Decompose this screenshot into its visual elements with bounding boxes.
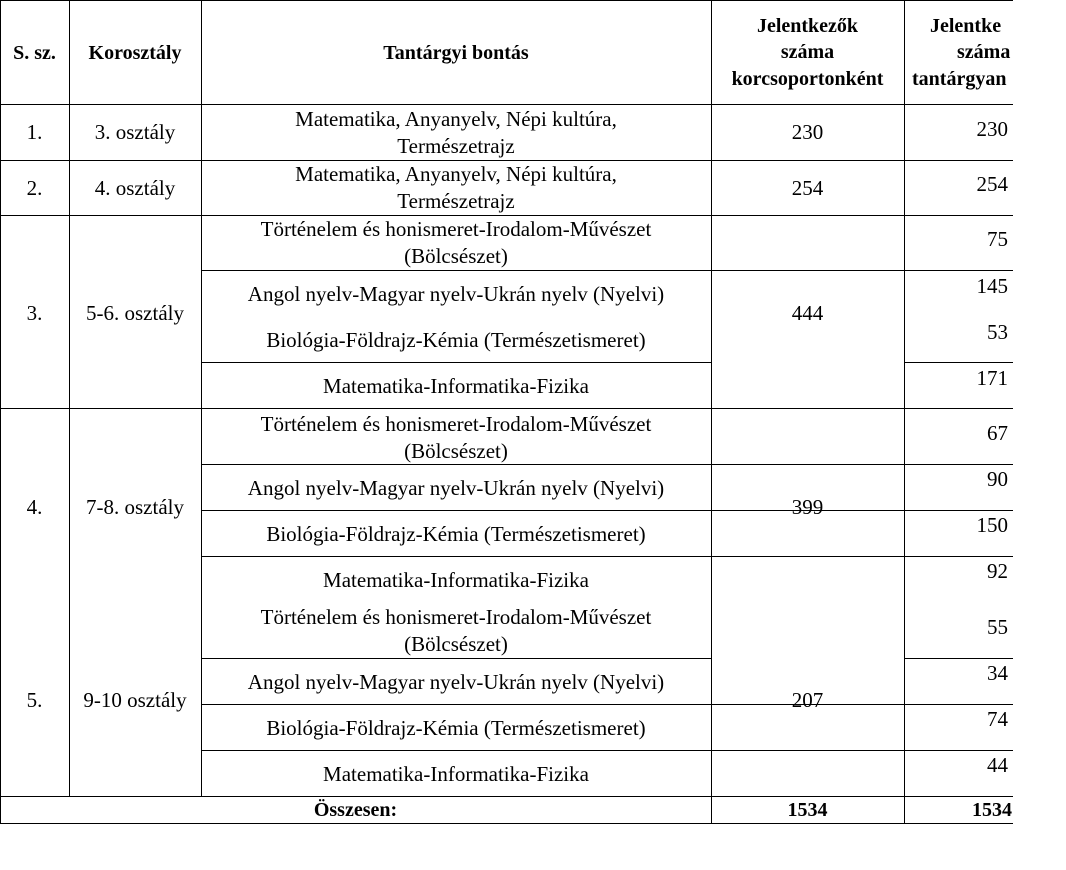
row-4-subject-1-line1: Történelem és honismeret-Irodalom-Művészet [260,412,652,436]
row-3-group: 5-6. osztály [86,301,184,325]
row-3-subject-4-count: 171 [976,366,1008,390]
row-3-subject-1-line2: (Bölcsészet) [404,244,508,268]
header-applicants-by-subject-line3: tantárgyan [912,68,1007,90]
row-5-subject-3: Biológia-Földrajz-Kémia (Természetismeret) [266,716,646,740]
row-3-subject-2: Angol nyelv-Magyar nyelv-Ukrán nyelv (Nyelvi) [247,282,665,306]
header-num: S. sz. [13,42,56,64]
row-3-subject-3-count: 53 [987,320,1008,344]
row-5-subject-4-count: 44 [987,753,1008,777]
row-2-subject-line1: Matematika, Anyanyelv, Népi kultúra, [295,162,617,186]
row-4-group: 7-8. osztály [86,495,184,519]
header-applicants-by-group-line1: Jelentkezők [756,15,859,37]
row-2-group-total: 254 [791,176,824,200]
row-3-subject-3: Biológia-Földrajz-Kémia (Természetismeret) [266,328,646,352]
row-3-subject-4: Matematika-Informatika-Fizika [323,374,589,398]
row-4-subject-2-count: 90 [987,467,1008,491]
total-label: Összesen: [313,799,398,821]
row-4-subject-3-count: 150 [976,513,1008,537]
row-5-subject-1-count: 55 [987,615,1008,639]
header-subject-breakdown: Tantárgyi bontás [383,42,529,64]
row-5-subject-2: Angol nyelv-Magyar nyelv-Ukrán nyelv (Nyelvi) [247,670,665,694]
row-1-subject-count: 230 [976,117,1008,141]
row-5-subject-1-line2: (Bölcsészet) [404,632,508,656]
row-5-subject-2-count: 34 [987,661,1008,685]
row-2-subject-count: 254 [976,172,1008,196]
row-3-num: 3. [26,301,43,325]
row-5-subject-4: Matematika-Informatika-Fizika [323,762,589,786]
row-5-num: 5. [26,688,43,712]
row-1-num: 1. [26,120,43,144]
row-5-group: 9-10 osztály [83,688,187,712]
total-by-group: 1534 [787,799,828,821]
row-4-subject-2: Angol nyelv-Magyar nyelv-Ukrán nyelv (Nyelvi) [247,476,665,500]
row-1-group-total: 230 [791,120,824,144]
row-3-group-total: 444 [791,301,824,325]
total-by-subject: 1534 [972,799,1012,821]
header-age-group: Korosztály [88,42,182,64]
row-1-subject-line1: Matematika, Anyanyelv, Népi kultúra, [295,107,617,131]
row-4-subject-3: Biológia-Földrajz-Kémia (Természetismeret) [266,522,646,546]
row-2-num: 2. [26,176,43,200]
row-2-subject-line2: Természetrajz [397,189,515,213]
row-4-subject-4-count: 92 [987,559,1008,583]
row-5-subject-3-count: 74 [987,707,1008,731]
row-4-subject-1-line2: (Bölcsészet) [404,439,508,463]
header-applicants-by-subject-line1: Jelentke [930,15,1002,37]
row-4-subject-4: Matematika-Informatika-Fizika [323,568,589,592]
row-1-group: 3. osztály [94,120,176,144]
row-4-group-total: 399 [791,495,824,519]
row-1-subject-line2: Természetrajz [397,134,515,158]
row-3-subject-2-count: 145 [976,274,1008,298]
header-applicants-by-group-line3: korcsoportonként [731,68,884,90]
row-5-subject-1-line1: Történelem és honismeret-Irodalom-Művészet [260,605,652,629]
row-3-subject-1-line1: Történelem és honismeret-Irodalom-Művészet [260,217,652,241]
row-2-group: 4. osztály [94,176,176,200]
row-4-num: 4. [26,495,43,519]
row-3-subject-1-count: 75 [987,227,1008,251]
header-applicants-by-group-line2: száma [780,41,835,63]
row-5-group-total: 207 [791,688,824,712]
row-4-subject-1-count: 67 [987,421,1008,445]
header-applicants-by-subject-line2: száma [957,41,1011,63]
